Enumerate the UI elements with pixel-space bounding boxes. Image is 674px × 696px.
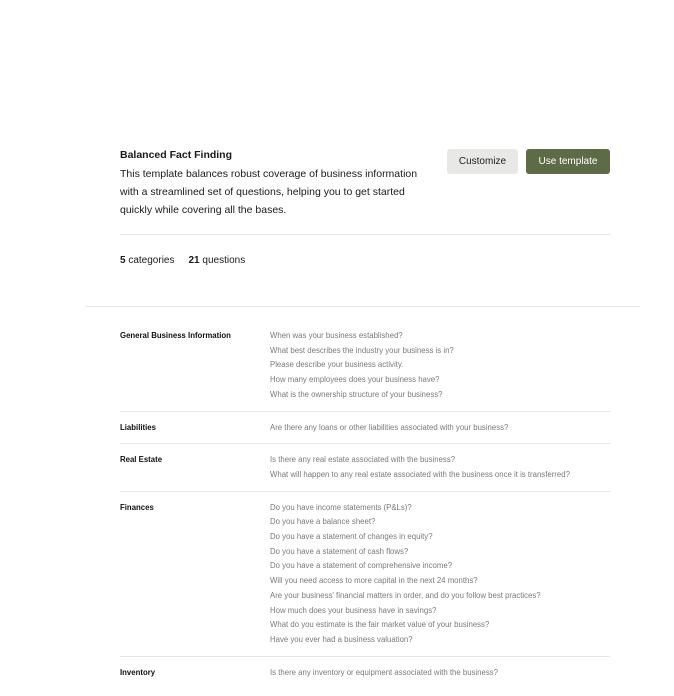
question-item: Do you have a balance sheet?: [270, 517, 376, 527]
template-stats: [120, 255, 245, 266]
question-item: Have you ever had a business valuation?: [270, 634, 413, 644]
question-item: How much does your business have in savings?: [270, 605, 437, 615]
question-item: Are your business' financial matters in order, and do you follow best practices?: [270, 590, 541, 600]
question-list: [270, 501, 541, 648]
question-item: Do you have a statement of cash flows?: [270, 546, 409, 556]
category-name: General Business Information: [120, 331, 231, 340]
questions-stat: 21 questions: [188, 255, 246, 266]
categories-table: [120, 328, 610, 696]
divider: [86, 306, 640, 307]
question-item: Is there any real estate associated with the business?: [270, 455, 456, 465]
question-item: What will happen to any real estate associated with the business once it is transferred?: [270, 469, 570, 479]
question-item: Do you have income statements (P&Ls)?: [270, 502, 412, 512]
categories-stat: 5 categories: [120, 255, 175, 266]
question-item: Will you need access to more capital in the next 24 months?: [270, 576, 478, 586]
question-item: When was your business established?: [270, 331, 403, 340]
category-name: Liabilities: [120, 422, 156, 432]
question-item: Do you have a statement of changes in equity?: [270, 532, 433, 542]
question-item: Please describe your business activity.: [270, 360, 404, 370]
question-item: What is the ownership structure of your business?: [270, 389, 443, 399]
template-description: This template balances robust coverage of business information with a streamlined set of questions, helping you to get started quickly while covering all the bases.: [120, 168, 418, 216]
category-name: Inventory: [120, 667, 156, 677]
category-row: [120, 665, 610, 689]
use-template-button[interactable]: Use template: [526, 149, 610, 174]
question-item: What best describes the industry your business is in?: [270, 345, 454, 355]
category-row: [120, 420, 610, 445]
question-list: [270, 666, 498, 681]
category-row: [120, 500, 610, 657]
question-list: [270, 453, 570, 482]
category-row: [120, 452, 610, 491]
action-buttons: [447, 149, 610, 174]
question-item: Are there any loans or other liabilities associated with your business?: [270, 422, 509, 432]
divider: [120, 234, 610, 235]
category-name: Finances: [120, 502, 154, 512]
customize-button[interactable]: Customize: [447, 149, 518, 174]
category-name: Real Estate: [120, 455, 163, 465]
category-row: [120, 328, 610, 412]
template-title: Balanced Fact Finding: [120, 149, 233, 161]
question-list: [270, 329, 454, 403]
question-list: [270, 421, 508, 436]
question-item: How many employees does your business have?: [270, 375, 440, 385]
template-header: [120, 147, 610, 219]
question-item: Is there any inventory or equipment associated with the business?: [270, 667, 498, 677]
question-item: What do you estimate is the fair market value of your business?: [270, 620, 490, 630]
question-item: Do you have a statement of comprehensive income?: [270, 561, 453, 571]
